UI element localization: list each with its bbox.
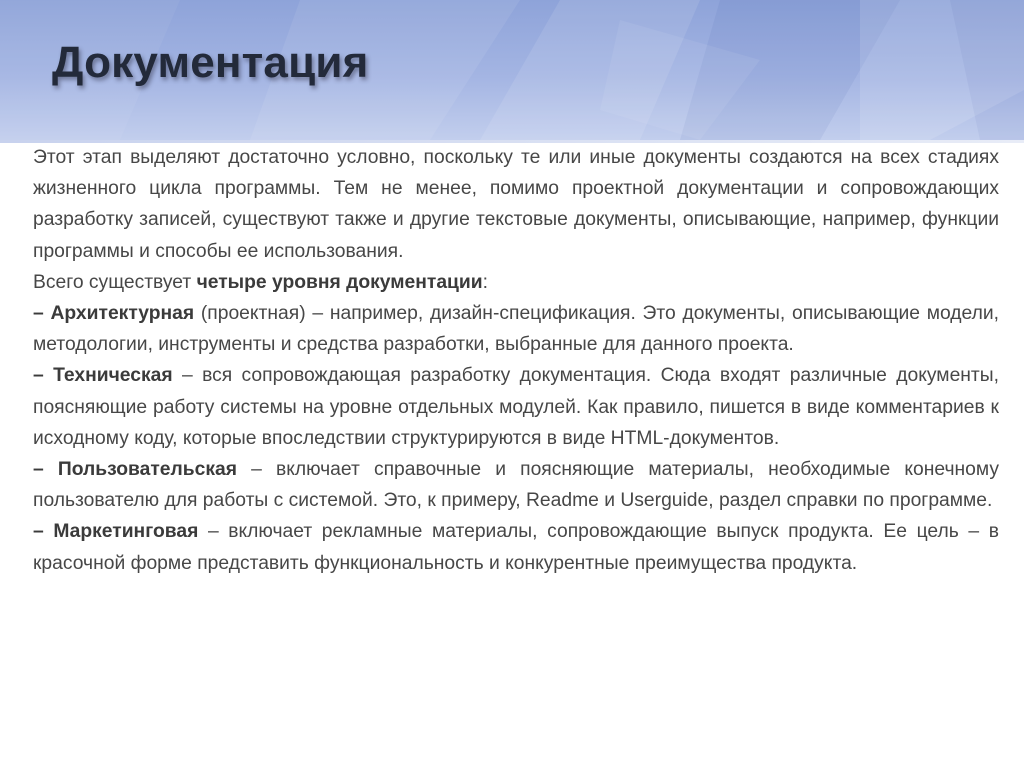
level-text: – вся сопровождающая разработку документация. Сюда входят различные документы, поясняющие работу системы на уровне отдельных модулей. Как правило, пишется в виде комментариев к исходному коду, которые впоследствии структурируются в виде HTML-документов.: [33, 365, 999, 449]
levels-intro-after: :: [482, 271, 488, 293]
level-marketing: [33, 516, 999, 578]
level-dash: –: [33, 303, 51, 325]
title-banner: [0, 0, 1024, 140]
level-text: – включает рекламные материалы, сопровождающие выпуск продукта. Ее цель – в красочной форме представить функциональность и конкурентные преимущества продукта.: [33, 521, 999, 574]
content: [33, 142, 999, 579]
levels-intro-bold: четыре уровня документации: [196, 271, 483, 293]
level-dash: –: [33, 365, 54, 387]
level-text: (проектная) – например, дизайн-спецификация. Это документы, описывающие модели, методологии, инструменты и средства разработки, выбранные для данного проекта.: [33, 303, 999, 356]
level-name: Маркетинговая: [53, 521, 199, 543]
levels-intro-before: Всего существует: [33, 271, 197, 293]
intro-paragraph: Этот этап выделяют достаточно условно, поскольку те или иные документы создаются на всех стадиях жизненного цикла программы. Тем не менее, помимо проектной документации и сопровождающих разработку записей, существуют также и другие текстовые документы, описывающие, например, функции программы и способы ее использования.: [33, 147, 999, 262]
level-name: Техническая: [53, 365, 173, 387]
levels-intro: [33, 267, 999, 298]
level-architectural: [33, 298, 999, 360]
level-user: [33, 454, 999, 516]
level-name: Архитектурная: [50, 303, 195, 325]
level-text: – включает справочные и поясняющие материалы, необходимые конечному пользователю для работы с системой. Это, к примеру, Readme и Userguide, раздел справки по программе.: [33, 459, 999, 512]
level-technical: [33, 360, 999, 454]
level-dash: –: [33, 459, 58, 481]
level-dash: –: [33, 521, 54, 543]
level-name: Пользовательская: [57, 459, 237, 481]
page-title: Документация: [52, 38, 369, 87]
